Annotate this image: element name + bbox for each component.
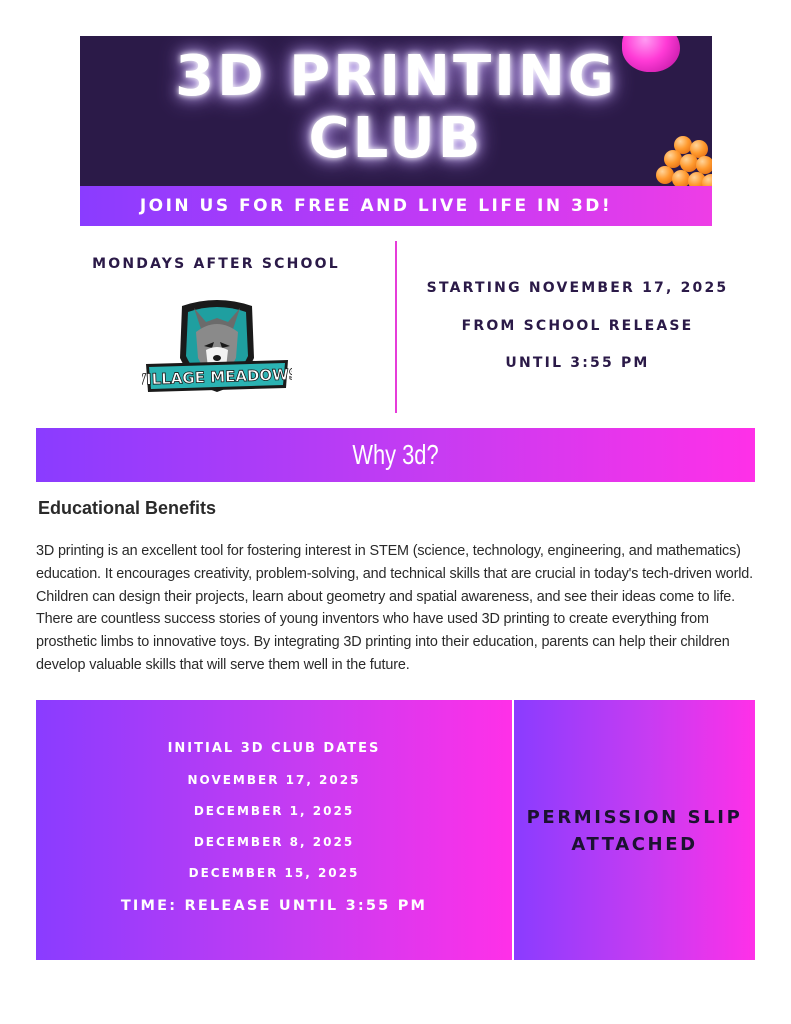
permission-line-2: ATTACHED (571, 834, 698, 855)
schedule-left (36, 240, 396, 415)
date-item: NOVEMBER 17, 2025 (187, 773, 361, 787)
from-release: FROM SCHOOL RELEASE (461, 318, 694, 334)
date-item: DECEMBER 8, 2025 (193, 835, 355, 849)
permission-slip-label (514, 804, 755, 858)
village-meadows-logo (142, 288, 292, 400)
benefits-heading: Educational Benefits (38, 498, 217, 518)
club-dates-box (36, 700, 512, 960)
wolf-mascot-icon (142, 288, 292, 400)
title-line-1: 3D PRINTING (175, 44, 617, 109)
permission-slip-box (514, 700, 755, 960)
why-title: Why 3d? (352, 439, 439, 470)
logo-text: VILLAGE MEADOWS (142, 365, 292, 389)
tagline: JOIN US FOR FREE AND LIVE LIFE IN 3D! (139, 196, 613, 216)
date-item: DECEMBER 15, 2025 (188, 866, 360, 880)
club-time: TIME: RELEASE UNTIL 3:55 PM (120, 898, 428, 914)
until-time: UNTIL 3:55 PM (505, 355, 650, 371)
benefits-body: 3D printing is an excellent tool for fostering interest in STEM (science, technology, engineering, and mathematics) education. It encourages creativity, problem-solving, and technical skills that are crucial in today's tech-driven world. Children can design their projects, learn about geometry and spatial awareness, and see their ideas come to life. There are countless success stories of young inventors who have used 3D printing to create everything from prosthetic limbs to innovative toys. By integrating 3D printing into their education, parents can help their children develop valuable skills that will serve them well in the future. (36, 543, 754, 673)
vertical-divider (395, 241, 397, 413)
date-item: DECEMBER 1, 2025 (193, 804, 355, 818)
permission-line-1: PERMISSION SLIP (526, 807, 743, 828)
dates-heading: INITIAL 3D CLUB DATES (167, 741, 381, 756)
title-line-2: CLUB (308, 106, 484, 171)
why-banner (36, 428, 755, 482)
mondays-heading: MONDAYS AFTER SCHOOL (92, 256, 340, 272)
schedule-right (405, 240, 750, 415)
header-banner (80, 36, 712, 226)
start-date: STARTING NOVEMBER 17, 2025 (426, 280, 729, 296)
page-title (80, 46, 712, 170)
